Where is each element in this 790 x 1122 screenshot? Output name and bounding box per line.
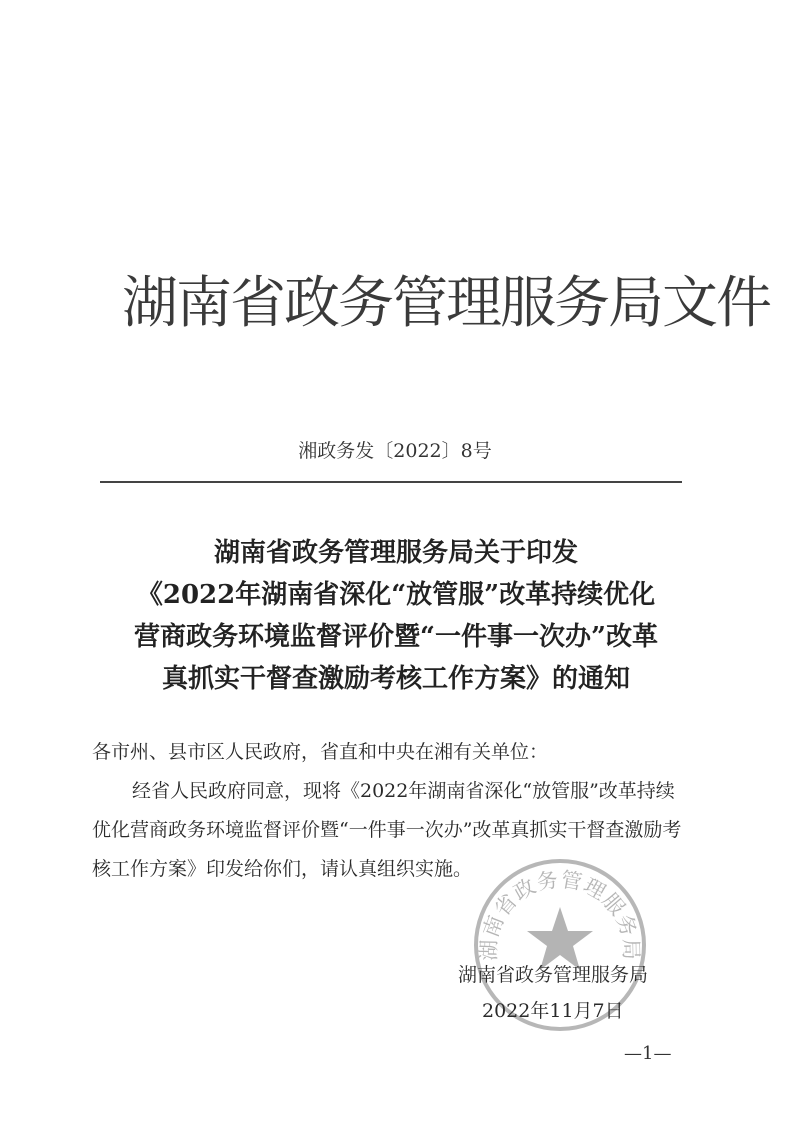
- issue-date: 2022年11月7日: [482, 1000, 624, 1022]
- addressee: 各市州、县市区人民政府，省直和中央在湘有关单位：: [92, 741, 549, 763]
- title-line: 湖南省政务管理服务局关于印发: [213, 538, 578, 568]
- title-line: 《2022年湖南省深化“放管服”改革持续优化: [136, 580, 656, 610]
- document-masthead: 湖南省政务管理服务局文件: [122, 271, 770, 336]
- document-number: 湘政务发〔2022〕8号: [298, 440, 492, 462]
- signature-block: [458, 957, 718, 1029]
- page-number: —1—: [624, 1043, 672, 1064]
- issuing-authority: 湖南省政务管理服务局: [458, 964, 649, 986]
- body-paragraph: 经省人民政府同意，现将《2022年湖南省深化“放管服”改革持续优化营商政务环境监督评价暨“一件事一次办”改革真抓实干督查激励考核工作方案》印发给你们，请认真组织实施。: [92, 780, 682, 880]
- header-divider: [100, 481, 682, 483]
- notice-title: [96, 532, 696, 700]
- seal-text: 湖南省政务管理服务局: [476, 867, 644, 962]
- title-line: 真抓实干督查激励考核工作方案》的通知: [161, 664, 630, 694]
- title-line: 营商政务环境监督评价暨“一件事一次办”改革: [134, 622, 658, 652]
